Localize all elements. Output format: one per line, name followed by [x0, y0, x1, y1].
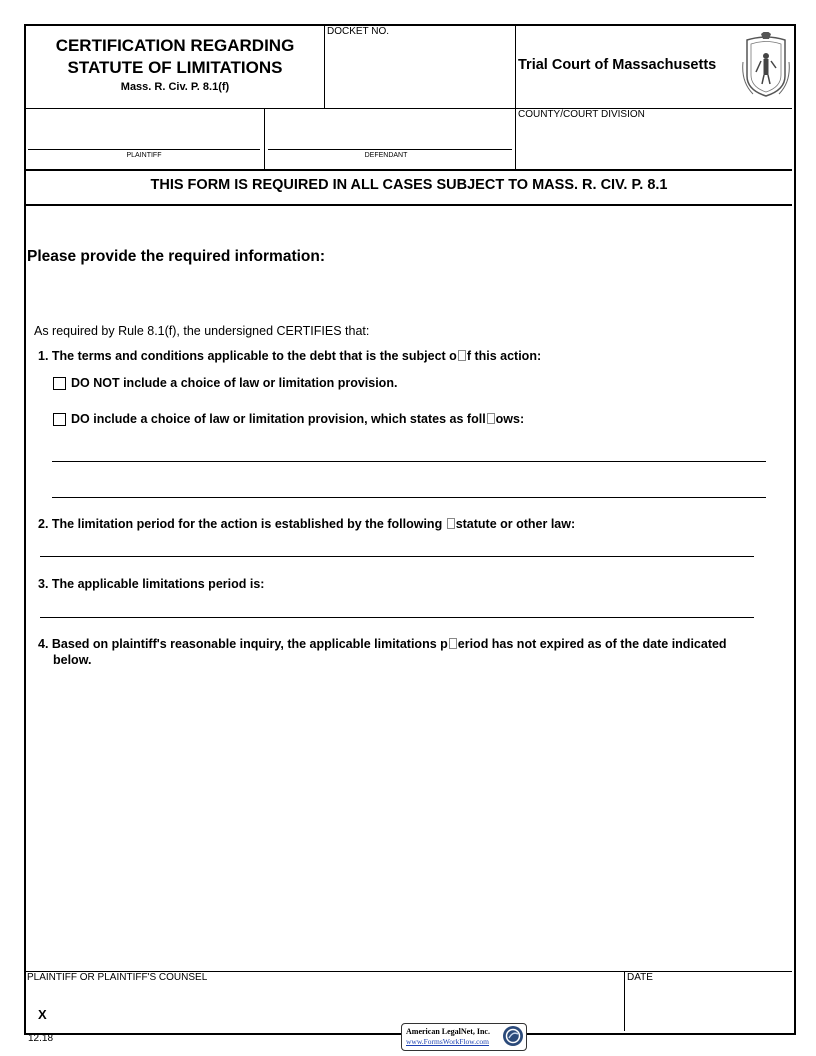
missing-glyph-icon	[447, 518, 455, 529]
docket-field[interactable]	[326, 38, 514, 106]
intro-heading: Please provide the required information:	[27, 248, 326, 265]
item-4-text-a: 4. Based on plaintiff's reasonable inquiry, the applicable limitations p	[38, 637, 448, 651]
header-divider-2	[515, 26, 516, 170]
form-version: 12.18	[28, 1033, 54, 1044]
plaintiff-underline	[28, 149, 260, 150]
statute-line	[40, 556, 754, 557]
statute-field[interactable]	[40, 540, 754, 556]
date-label: DATE	[627, 972, 653, 983]
missing-glyph-icon	[487, 413, 495, 424]
do-include-text-b: ows:	[495, 412, 525, 426]
certifies-statement: As required by Rule 8.1(f), the undersigned CERTIFIES that:	[34, 324, 370, 338]
docket-label: DOCKET NO.	[327, 26, 390, 37]
item-3: 3. The applicable limitations period is:	[38, 577, 265, 591]
defendant-field[interactable]	[268, 114, 512, 148]
header-divider-1	[324, 26, 325, 108]
do-include-label	[71, 412, 524, 426]
header-bottom-line	[26, 108, 792, 109]
item-1-text-a: 1. The terms and conditions applicable to the debt that is the subject o	[38, 349, 457, 363]
missing-glyph-icon	[458, 350, 466, 361]
do-not-include-label: DO NOT include a choice of law or limitation provision.	[71, 376, 398, 390]
form-title-line2: STATUTE OF LIMITATIONS	[67, 58, 283, 77]
vendor-name: American LegalNet, Inc.	[406, 1027, 490, 1036]
item-2	[38, 517, 575, 531]
counsel-label: PLAINTIFF OR PLAINTIFF'S COUNSEL	[27, 972, 208, 983]
rule-reference: Mass. R. Civ. P. 8.1(f)	[120, 81, 230, 93]
item-1-text-b: f this action:	[466, 349, 542, 363]
required-banner: THIS FORM IS REQUIRED IN ALL CASES SUBJECT TO MASS. R. CIV. P. 8.1	[150, 177, 668, 193]
plaintiff-label: PLAINTIFF	[126, 152, 162, 159]
court-name: Trial Court of Massachusetts	[518, 57, 717, 73]
do-include-checkbox[interactable]	[53, 413, 66, 426]
parties-divider	[264, 108, 265, 170]
item-1	[38, 349, 541, 363]
provision-line-2	[52, 497, 766, 498]
defendant-label: DEFENDANT	[364, 152, 408, 159]
vendor-url: www.FormsWorkFlow.com	[406, 1037, 490, 1046]
item-4	[38, 637, 727, 651]
do-not-include-checkbox[interactable]	[53, 377, 66, 390]
provision-line-2-field[interactable]	[52, 481, 766, 497]
form-title-line1: CERTIFICATION REGARDING	[55, 36, 295, 55]
provision-line-1-field[interactable]	[52, 445, 766, 461]
item-2-text-a: 2. The limitation period for the action is established by the following	[38, 517, 446, 531]
vendor-badge[interactable]	[401, 1023, 527, 1051]
item-2-text-b: statute or other law:	[455, 517, 576, 531]
signature-x-mark: X	[38, 1007, 47, 1022]
provision-line-1	[52, 461, 766, 462]
date-field[interactable]	[627, 988, 789, 1028]
missing-glyph-icon	[449, 638, 457, 649]
item-4-text-b: eriod has not expired as of the date indicated	[457, 637, 727, 651]
vendor-globe-icon	[502, 1025, 524, 1047]
county-field[interactable]	[518, 122, 790, 168]
item-4-continued: below.	[53, 653, 92, 667]
do-include-text-a: DO include a choice of law or limitation provision, which states as foll	[71, 412, 486, 426]
limitations-period-line	[40, 617, 754, 618]
plaintiff-field[interactable]	[28, 114, 260, 148]
county-label: COUNTY/COURT DIVISION	[518, 109, 645, 120]
footer-divider	[624, 971, 625, 1031]
counsel-signature-field[interactable]	[52, 990, 612, 1028]
massachusetts-seal-icon	[741, 32, 791, 100]
defendant-underline	[268, 149, 512, 150]
limitations-period-field[interactable]	[40, 601, 754, 617]
